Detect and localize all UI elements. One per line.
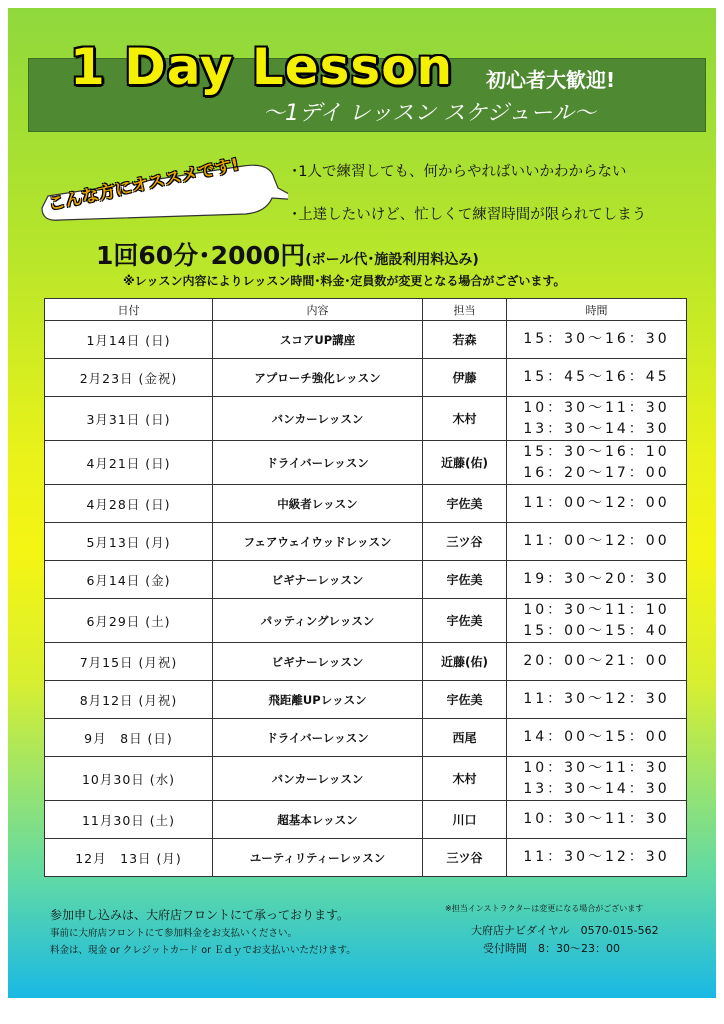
- recommend-point-1: ･1人で練習しても、何からやればいいかわからない: [291, 164, 627, 180]
- row-date: 1月14日 (日): [45, 321, 213, 359]
- schedule-subtitle: ～1デイ レッスン スケジュール～: [263, 101, 596, 126]
- row-content: 中級者レッスン: [213, 485, 423, 523]
- row-date: 2月23日 (金祝): [45, 359, 213, 397]
- header-teacher: 担当: [423, 299, 507, 321]
- row-time: [507, 643, 687, 681]
- row-date: 10月30日 (水): [45, 757, 213, 801]
- row-teacher: 三ツ谷: [423, 523, 507, 561]
- row-time-1: 15：30～16：30: [523, 331, 670, 347]
- row-time-1: 10：30～11：30: [523, 811, 670, 827]
- header-time: 時間: [507, 299, 687, 321]
- row-teacher: 木村: [423, 397, 507, 441]
- footer-pay-front: 事前に大府店フロントにて参加料金をお支払いください。: [50, 928, 298, 939]
- row-teacher: 宇佐美: [423, 561, 507, 599]
- row-date: 6月29日 (土): [45, 599, 213, 643]
- footer-dial: 大府店ナビダイヤル 0570-015-562: [471, 924, 659, 937]
- row-time-2: 13：30～14：30: [523, 420, 670, 437]
- row-time-1: 20：00～21：00: [523, 653, 670, 669]
- price-main: 1回60分･2000円: [96, 241, 306, 270]
- recommend-bubble: [38, 148, 268, 220]
- row-time: [507, 757, 687, 801]
- table-row: [45, 801, 687, 839]
- row-time: [507, 839, 687, 877]
- table-row: [45, 441, 687, 485]
- row-content: ドライバーレッスン: [213, 719, 423, 757]
- poster-title: 1 Day Lesson: [70, 38, 454, 96]
- row-teacher: 西尾: [423, 719, 507, 757]
- row-content: ビギナーレッスン: [213, 643, 423, 681]
- row-time-1: 15：30～16：10: [523, 443, 670, 460]
- row-content: ビギナーレッスン: [213, 561, 423, 599]
- row-content: フェアウェイウッドレッスン: [213, 523, 423, 561]
- table-row: [45, 643, 687, 681]
- row-content: アプローチ強化レッスン: [213, 359, 423, 397]
- table-row: [45, 321, 687, 359]
- row-time-1: 19：30～20：30: [523, 571, 670, 587]
- row-date: 7月15日 (月祝): [45, 643, 213, 681]
- row-time-2: 13：30～14：30: [523, 780, 670, 797]
- table-row: [45, 359, 687, 397]
- header-content: 内容: [213, 299, 423, 321]
- footer-hours: 受付時間 8：30～23：00: [483, 942, 620, 955]
- row-teacher: 近藤(佑): [423, 441, 507, 485]
- row-time-1: 15：45～16：45: [523, 369, 670, 385]
- row-time: [507, 441, 687, 485]
- row-time-1: 10：30～11：30: [523, 399, 670, 416]
- footer-apply: 参加申し込みは、大府店フロントにて承っております。: [50, 908, 350, 922]
- row-content: バンカーレッスン: [213, 757, 423, 801]
- row-time: [507, 321, 687, 359]
- row-teacher: 川口: [423, 801, 507, 839]
- row-teacher: 若森: [423, 321, 507, 359]
- row-time: [507, 719, 687, 757]
- row-date: 4月21日 (日): [45, 441, 213, 485]
- row-teacher: 宇佐美: [423, 599, 507, 643]
- row-time: [507, 599, 687, 643]
- change-note: ※レッスン内容によりレッスン時間･料金･定員数が変更となる場合がございます。: [123, 274, 566, 288]
- row-time: [507, 523, 687, 561]
- row-date: 5月13日 (月): [45, 523, 213, 561]
- row-time: [507, 359, 687, 397]
- row-date: 12月 13日 (月): [45, 839, 213, 877]
- row-time-2: 15：00～15：40: [523, 622, 670, 639]
- table-row: [45, 757, 687, 801]
- row-time: [507, 485, 687, 523]
- row-content: パッティングレッスン: [213, 599, 423, 643]
- price-line: [96, 236, 479, 272]
- row-teacher: 宇佐美: [423, 485, 507, 523]
- header-date: 日付: [45, 299, 213, 321]
- row-content: スコアUP講座: [213, 321, 423, 359]
- row-teacher: 三ツ谷: [423, 839, 507, 877]
- footer-instructor-note: ※担当インストラクターは変更になる場合がございます: [445, 904, 644, 913]
- table-row: [45, 523, 687, 561]
- row-date: 8月12日 (月祝): [45, 681, 213, 719]
- row-time: [507, 681, 687, 719]
- row-date: 6月14日 (金): [45, 561, 213, 599]
- row-time-1: 11：00～12：00: [523, 495, 670, 511]
- table-row: [45, 485, 687, 523]
- table-row: [45, 599, 687, 643]
- row-time-1: 10：30～11：30: [523, 759, 670, 776]
- row-date: 4月28日 (日): [45, 485, 213, 523]
- row-time-1: 14：00～15：00: [523, 729, 670, 745]
- row-content: バンカーレッスン: [213, 397, 423, 441]
- row-time: [507, 397, 687, 441]
- row-time: [507, 801, 687, 839]
- row-time: [507, 561, 687, 599]
- row-time-1: 11：00～12：00: [523, 533, 670, 549]
- row-date: 9月 8日 (日): [45, 719, 213, 757]
- price-sub: (ボール代･施設利用料込み): [305, 252, 479, 268]
- row-teacher: 木村: [423, 757, 507, 801]
- row-time-1: 11：30～12：30: [523, 691, 670, 707]
- table-row: [45, 681, 687, 719]
- row-content: ドライバーレッスン: [213, 441, 423, 485]
- footer-pay-method: 料金は、現金 or クレジットカード or Ｅｄｙでお支払いいただけます。: [50, 945, 356, 956]
- row-content: ユーティリティーレッスン: [213, 839, 423, 877]
- row-content: 超基本レッスン: [213, 801, 423, 839]
- table-row: [45, 397, 687, 441]
- row-date: 11月30日 (土): [45, 801, 213, 839]
- row-time-1: 11：30～12：30: [523, 849, 670, 865]
- row-time-2: 16：20～17：00: [523, 464, 670, 481]
- recommend-bubble-text: こんな方にオススメです!: [46, 154, 242, 215]
- row-time-1: 10：30～11：10: [523, 601, 670, 618]
- row-content: 飛距離UPレッスン: [213, 681, 423, 719]
- row-teacher: 伊藤: [423, 359, 507, 397]
- row-teacher: 宇佐美: [423, 681, 507, 719]
- lesson-poster: [8, 8, 716, 998]
- recommend-point-2: ･上達したいけど、忙しくて練習時間が限られてしまう: [291, 207, 647, 223]
- schedule-table: [44, 298, 687, 877]
- welcome-text: 初心者大歓迎!: [486, 68, 616, 92]
- table-row: [45, 719, 687, 757]
- table-header-row: [45, 299, 687, 321]
- row-teacher: 近藤(佑): [423, 643, 507, 681]
- row-date: 3月31日 (日): [45, 397, 213, 441]
- table-row: [45, 839, 687, 877]
- table-row: [45, 561, 687, 599]
